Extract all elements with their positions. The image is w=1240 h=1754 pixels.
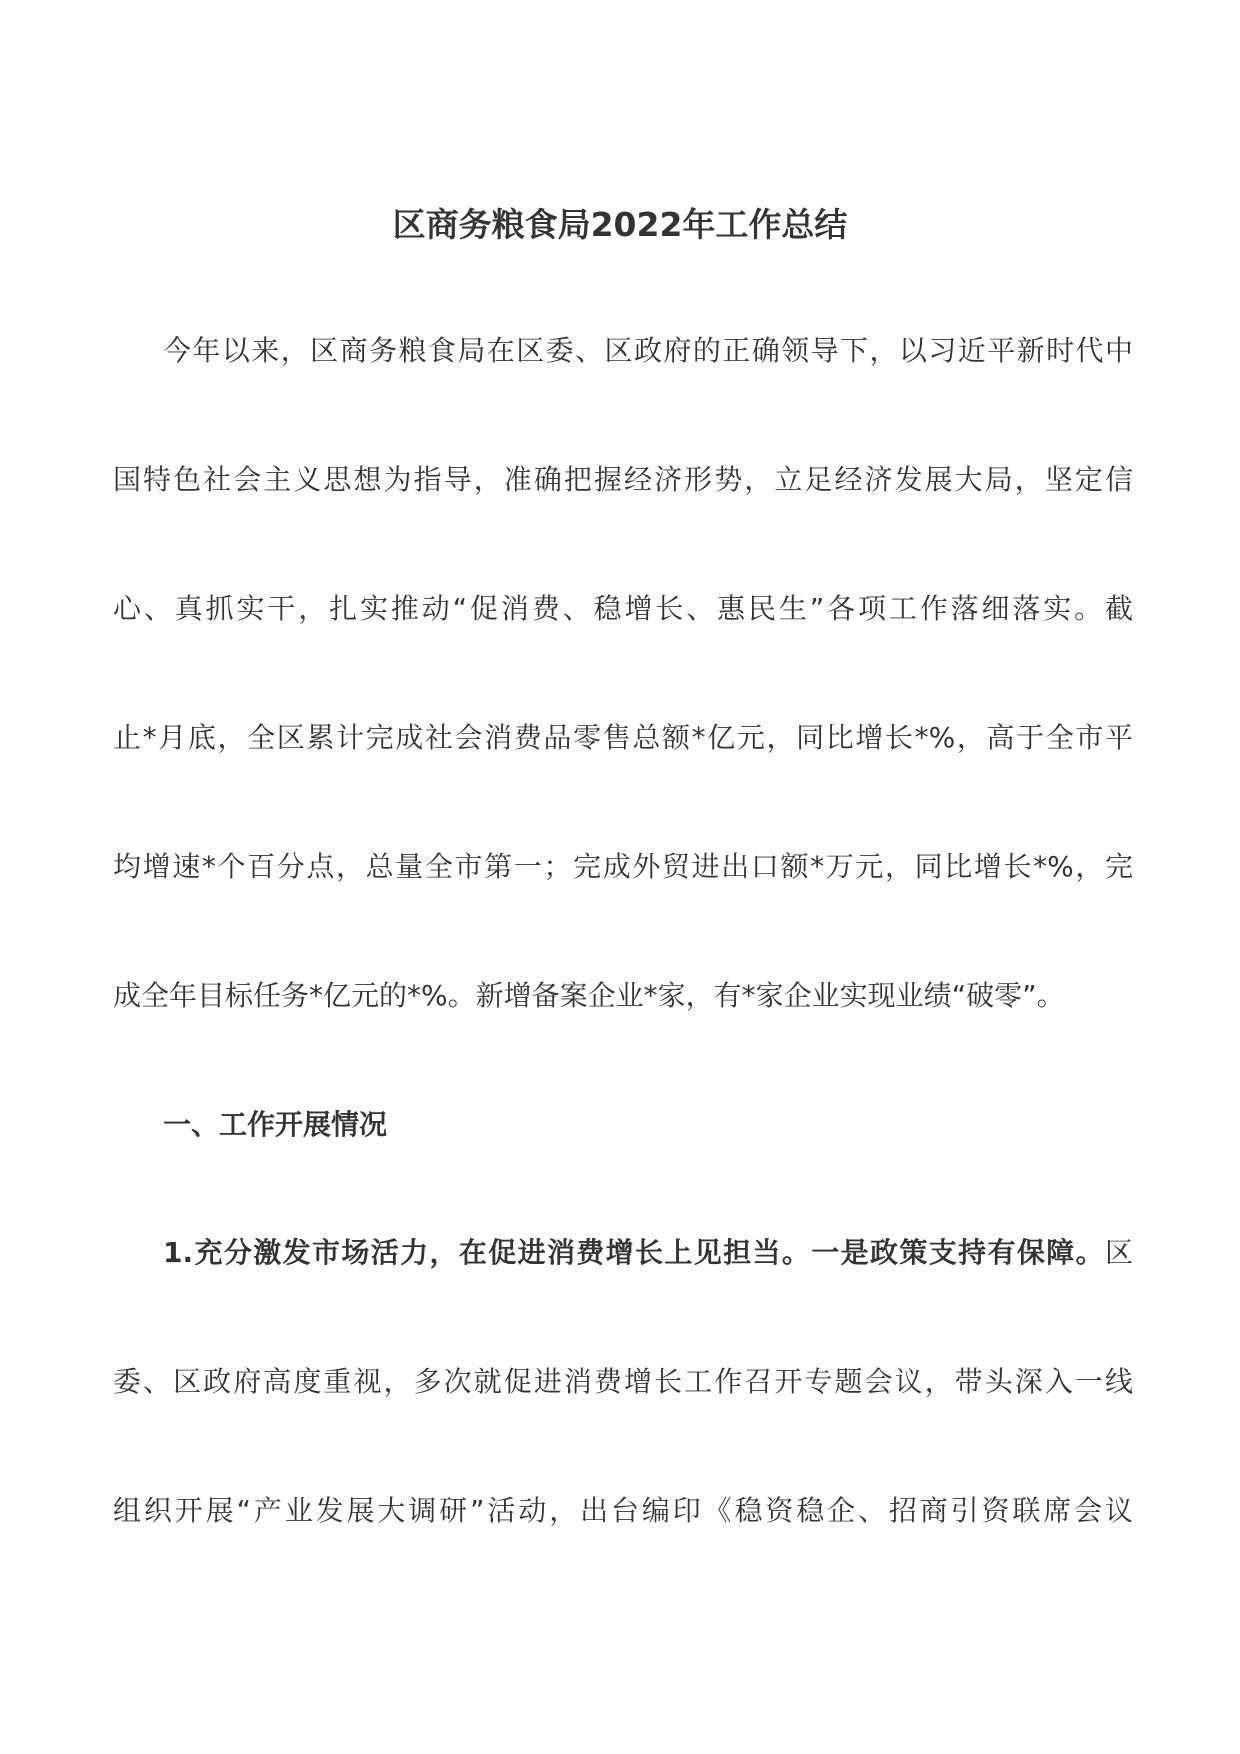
section-heading: 一、工作开展情况 bbox=[163, 1108, 388, 1141]
item-1-bold-lead: 1.充分激发市场活力，在促进消费增长上见担当。一是政策支持有保障。 bbox=[163, 1236, 1105, 1269]
paragraph-line: 止*月底，全区累计完成社会消费品零售总额*亿元，同比增长*%，高于全市平 bbox=[113, 721, 1133, 754]
paragraph-line: 均增速*个百分点，总量全市第一；完成外贸进出口额*万元，同比增长*%，完 bbox=[113, 850, 1133, 883]
paragraph-line: 委、区政府高度重视，多次就促进消费增长工作召开专题会议，带头深入一线 bbox=[113, 1365, 1133, 1398]
paragraph-line: 组织开展“产业发展大调研”活动，出台编印《稳资稳企、招商引资联席会议 bbox=[113, 1494, 1133, 1527]
paragraph-line: 心、真抓实干，扎实推动“促消费、稳增长、惠民生”各项工作落细落实。截 bbox=[113, 592, 1133, 625]
paragraph-line: 成全年目标任务*亿元的*%。新增备案企业*家，有*家企业实现业绩“破零”。 bbox=[113, 979, 1065, 1012]
paragraph-line: 国特色社会主义思想为指导，准确把握经济形势，立足经济发展大局，坚定信 bbox=[113, 463, 1133, 496]
item-1-rest: 区 bbox=[1104, 1236, 1133, 1269]
document-title: 区商务粮食局2022年工作总结 bbox=[392, 205, 848, 244]
item-1-first-line bbox=[163, 1233, 1133, 1273]
paragraph-line: 今年以来，区商务粮食局在区委、区政府的正确领导下，以习近平新时代中 bbox=[163, 334, 1133, 367]
